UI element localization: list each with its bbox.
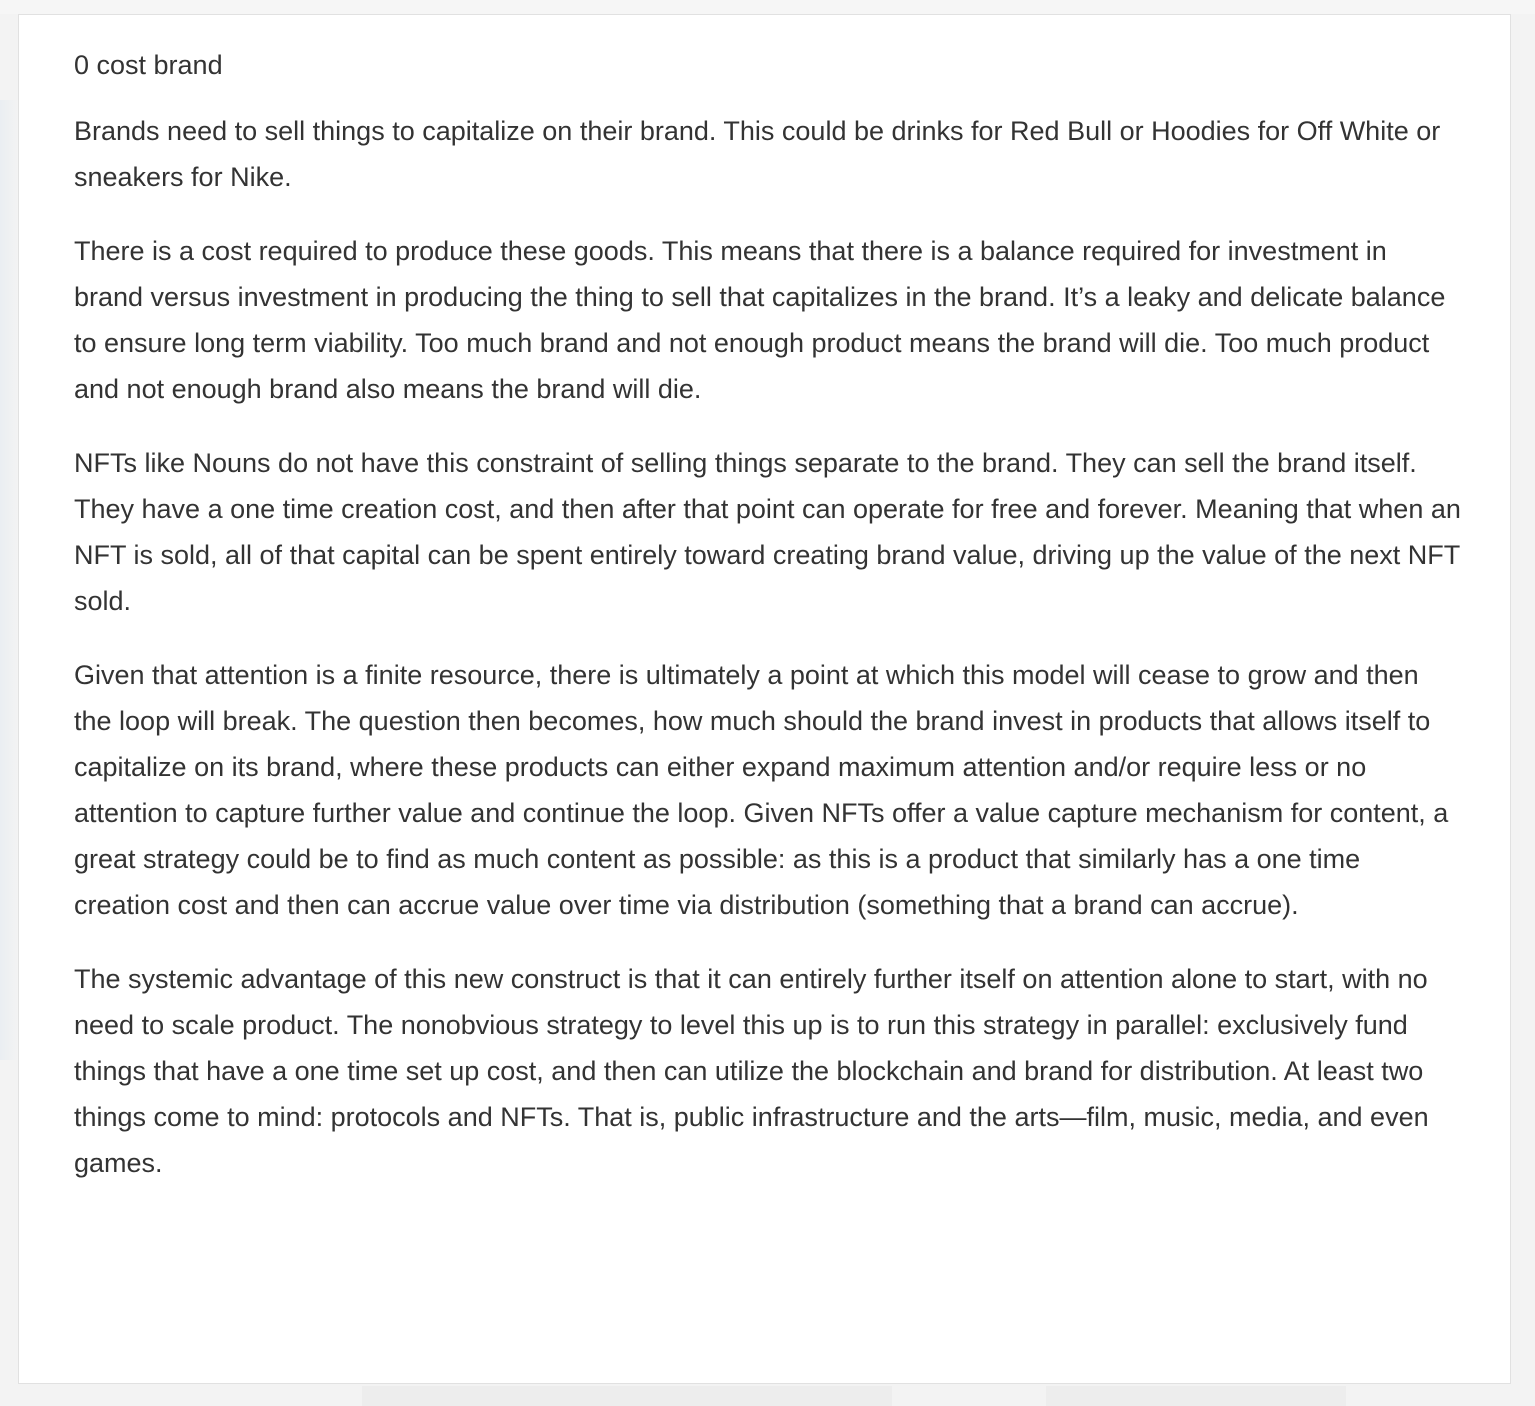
note-title[interactable]: 0 cost brand (74, 50, 223, 80)
background-block-bottom (362, 1386, 892, 1406)
note-paragraph[interactable]: NFTs like Nouns do not have this constraint of selling things separate to the brand. They can sell the brand itself. They have a one time creation cost, and then after that point can operate for free and forever. Meaning that when an NFT is sold, all of that capital can be spent entirely toward creating brand value, driving up the value of the next NFT sold. (74, 448, 1461, 616)
note-paragraph[interactable]: Given that attention is a finite resource, there is ultimately a point at which this model will cease to grow and then the loop will break. The question then becomes, how much should the brand invest in products that allows itself to capitalize on its brand, where these products can either expand maximum attention and/or require less or no attention to capture further value and continue the loop. Given NFTs offer a value capture mechanism for content, a great strategy could be to find as much content as possible: as this is a product that similarly has a one time creation cost and then can accrue value over time via distribution (something that a brand can accrue). (74, 660, 1449, 920)
note-card (18, 14, 1511, 1384)
background-panel-left (0, 100, 18, 1060)
background-strip-top (0, 0, 1535, 14)
note-paragraph[interactable]: The systemic advantage of this new construct is that it can entirely further itself on attention alone to start, with no need to scale product. The nonobvious strategy to level this up is to run this strategy in parallel: exclusively fund things that have a one time set up cost, and then can utilize the blockchain and brand for distribution. At least two things come to mind: protocols and NFTs. That is, public infrastructure and the arts—film, music, media, and even games. (74, 964, 1429, 1178)
background-block-bottom (1046, 1386, 1346, 1406)
note-content[interactable] (74, 49, 1462, 1214)
note-paragraph[interactable]: Brands need to sell things to capitalize on their brand. This could be drinks for Red Bull or Hoodies for Off White or sneakers for Nike. (74, 116, 1441, 192)
note-paragraph[interactable]: There is a cost required to produce these goods. This means that there is a balance required for investment in brand versus investment in producing the thing to sell that capitalizes in the brand. It’s a leaky and delicate balance to ensure long term viability. Too much brand and not enough product means the brand will die. Too much product and not enough brand also means the brand will die. (74, 236, 1446, 404)
